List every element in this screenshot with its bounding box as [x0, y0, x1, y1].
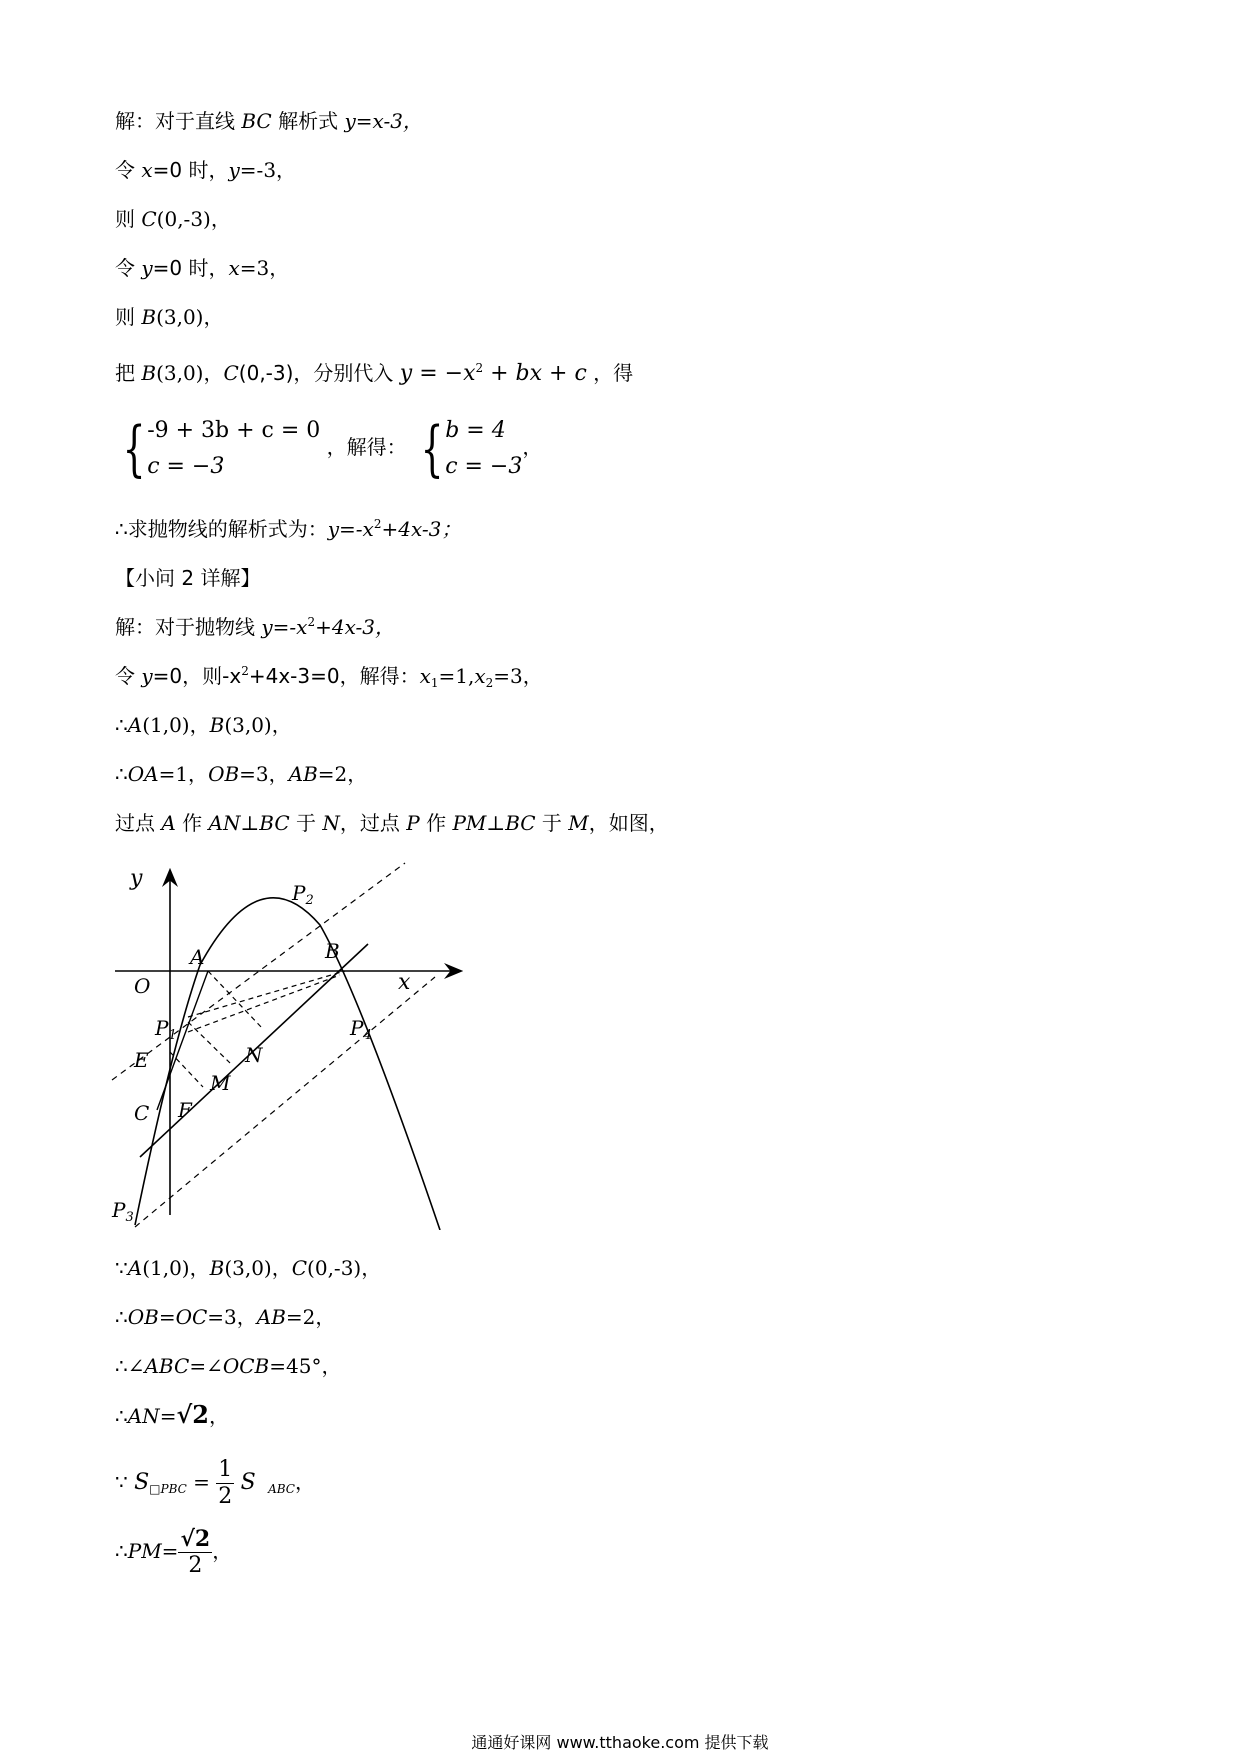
label-c: C — [134, 1101, 150, 1125]
math: BC — [505, 811, 536, 835]
math: x — [141, 158, 153, 182]
text: =3， — [493, 664, 543, 688]
text: 令 — [115, 158, 135, 182]
math: y — [228, 158, 240, 182]
brace: { — [122, 413, 146, 484]
text: 于 — [296, 811, 317, 835]
text-line-13 — [115, 761, 367, 787]
text: =3， — [239, 762, 289, 786]
text: =-3， — [239, 158, 297, 182]
text: +4x-3=0，解得： — [248, 664, 420, 688]
text: =0 时， — [152, 158, 229, 182]
exponent: 2 — [241, 664, 249, 678]
text: (0,-3)， — [307, 1256, 382, 1280]
text: ⊥ — [486, 811, 506, 835]
math: y=-x — [327, 517, 374, 541]
text: ，解得： — [326, 435, 407, 459]
system-2 — [445, 413, 522, 485]
label-m: M — [210, 1071, 231, 1095]
text: ∴ — [115, 1404, 128, 1428]
text-line-14 — [115, 810, 669, 836]
math: M — [568, 811, 589, 835]
section-heading — [115, 565, 260, 591]
equation: -9 + 3b + c = 0 — [147, 417, 321, 443]
text: 解：对于抛物线 — [115, 615, 255, 639]
text: (3,0)， — [224, 1256, 292, 1280]
subscript: 1 — [168, 1028, 177, 1043]
math: OA — [127, 762, 159, 786]
math: OC — [175, 1305, 208, 1329]
math: y — [141, 256, 153, 280]
math: OB — [208, 762, 240, 786]
text: (1,0)， — [142, 1256, 210, 1280]
text: ∴ — [115, 1305, 128, 1329]
math: y=x-3， — [344, 109, 423, 133]
text: ，如图， — [588, 811, 669, 835]
dashed-e-f — [170, 1052, 203, 1087]
brace: { — [420, 413, 444, 484]
text: ， — [522, 435, 543, 459]
subscript: 4 — [363, 1028, 372, 1043]
dashed-a-n — [208, 971, 263, 1029]
label-o: O — [134, 974, 151, 998]
math: PM — [452, 811, 487, 835]
fraction — [178, 1526, 212, 1579]
exponent: 2 — [373, 517, 382, 531]
equation: c = −3 — [445, 453, 523, 479]
text: (0,-3)， — [156, 207, 231, 231]
label-a: A — [190, 945, 205, 969]
text: ∴ — [115, 762, 128, 786]
page-footer: 通通好课网 www.tthaoke.com 提供下载 — [471, 1733, 769, 1752]
math: OB — [127, 1305, 159, 1329]
dashed-p1-m — [188, 1022, 230, 1063]
numerator: √2 — [180, 1526, 211, 1552]
text: 则 — [115, 305, 135, 329]
denominator: 2 — [218, 1484, 233, 1509]
text-line-8 — [115, 516, 461, 542]
text: =0 时， — [152, 256, 229, 280]
fraction — [216, 1457, 234, 1510]
text: =2， — [317, 762, 368, 786]
subscript: 2 — [485, 676, 494, 690]
parabola-curve — [135, 898, 440, 1230]
text: (3,0)， — [156, 305, 224, 329]
text-line-1 — [115, 108, 423, 134]
math: BC — [259, 811, 290, 835]
math: S — [134, 1470, 150, 1495]
text: ∴ — [115, 713, 128, 737]
label-p3 — [111, 1198, 134, 1225]
text: =∠ — [189, 1354, 223, 1378]
math: y — [141, 664, 153, 688]
label-p: P — [112, 1198, 126, 1222]
math: AN — [127, 1404, 160, 1428]
equation: c = −3 — [147, 453, 225, 479]
math: x — [228, 256, 240, 280]
text-line-16 — [115, 1304, 335, 1330]
text-line-17 — [115, 1353, 341, 1379]
math: + bx + c — [483, 361, 587, 386]
text-line-2 — [115, 157, 296, 183]
text-line-12 — [115, 712, 292, 738]
math: PM — [127, 1539, 162, 1563]
math: y=-x — [261, 615, 308, 639]
text-line-3 — [115, 206, 231, 232]
line-ac — [157, 971, 208, 1110]
label-b: B — [325, 939, 340, 963]
exponent: 2 — [475, 361, 484, 375]
text: 作 — [426, 811, 447, 835]
denominator: 2 — [188, 1553, 203, 1578]
text: 解析式 — [278, 109, 339, 133]
subscript: 1 — [430, 676, 439, 690]
math: OCB — [222, 1354, 270, 1378]
label-p: P — [155, 1016, 169, 1040]
text: ∴求抛物线的解析式为： — [115, 517, 328, 541]
exponent: 2 — [307, 615, 316, 629]
text-line-11 — [115, 663, 543, 689]
text-line-5 — [115, 304, 223, 330]
math: AB — [256, 1305, 286, 1329]
text: (1,0)， — [142, 713, 210, 737]
text: (3,0)， — [156, 361, 224, 385]
text: = — [159, 1404, 177, 1428]
label-p: P — [350, 1016, 364, 1040]
numerator: 1 — [218, 1457, 233, 1482]
math: +4x-3， — [315, 615, 395, 639]
text: ，过点 — [339, 811, 400, 835]
math: B — [141, 361, 157, 385]
text: ∴ — [115, 1539, 128, 1563]
math: A — [127, 1256, 143, 1280]
math: A — [161, 811, 176, 835]
sqrt: √2 — [176, 1400, 209, 1429]
math: ABC — [144, 1354, 190, 1378]
geometry-figure — [110, 855, 470, 1230]
label-p4 — [349, 1016, 372, 1043]
text-line-15 — [115, 1255, 381, 1281]
math: N — [322, 811, 340, 835]
math: AB — [288, 762, 318, 786]
math: S — [240, 1470, 256, 1495]
text: ，得 — [593, 361, 634, 385]
text: ∵ — [115, 1256, 128, 1280]
label-f: F — [178, 1098, 192, 1122]
math: P — [406, 811, 420, 835]
text: =1， — [158, 762, 209, 786]
math: A — [127, 713, 143, 737]
text: = — [193, 1470, 210, 1494]
text: = — [158, 1305, 176, 1329]
text: 【小问 2 详解】 — [115, 566, 261, 590]
text: =2， — [285, 1305, 336, 1329]
text-line-10 — [115, 614, 395, 640]
subscript: 3 — [125, 1210, 134, 1225]
text: ⊥ — [240, 811, 260, 835]
text-line-6 — [115, 360, 633, 387]
math: x — [419, 664, 431, 688]
math: AN — [208, 811, 241, 835]
label-n: N — [245, 1043, 263, 1067]
label-p2 — [291, 881, 314, 908]
dashed-p1-b — [188, 975, 340, 1032]
subscript: 2 — [305, 893, 314, 908]
text: =3， — [207, 1305, 257, 1329]
text-line-19 — [115, 1452, 315, 1513]
equation-systems — [115, 412, 542, 485]
text: ， — [208, 1404, 229, 1428]
text-line-20 — [115, 1518, 232, 1584]
text: =1, — [438, 664, 475, 688]
text: 令 — [115, 664, 135, 688]
subscript: ABC — [268, 1482, 295, 1496]
text: 解：对于直线 — [115, 109, 235, 133]
text: 过点 — [115, 811, 155, 835]
math: B — [141, 305, 157, 329]
text: 则 — [115, 207, 135, 231]
label-y: y — [130, 866, 143, 891]
equation: b = 4 — [445, 417, 506, 443]
math: B — [209, 1256, 225, 1280]
math: B — [209, 713, 225, 737]
text: 把 — [115, 361, 135, 385]
math: C — [223, 361, 239, 385]
label-e: E — [134, 1048, 149, 1072]
text: = — [161, 1539, 179, 1563]
text: (3,0)， — [224, 713, 292, 737]
text: ∴∠ — [115, 1354, 145, 1378]
math: +4x-3； — [381, 517, 462, 541]
system-1 — [147, 413, 320, 485]
label-x: x — [398, 970, 411, 995]
math: x — [474, 664, 486, 688]
text: ， — [294, 1470, 315, 1494]
math: BC — [241, 109, 272, 133]
math: y = −x — [399, 361, 476, 386]
text: =3， — [239, 256, 290, 280]
text: ∵ — [115, 1470, 128, 1494]
text: 作 — [182, 811, 203, 835]
text: =0，则-x — [152, 664, 242, 688]
text: (0,-3)，分别代入 — [238, 361, 394, 385]
text: 令 — [115, 256, 135, 280]
math: C — [141, 207, 157, 231]
subscript: □PBC — [149, 1482, 187, 1496]
math: C — [291, 1256, 308, 1280]
text-line-4 — [115, 255, 289, 281]
text: ， — [212, 1539, 233, 1563]
dashed-p1-b2 — [188, 971, 345, 1017]
label-p: P — [292, 881, 306, 905]
text: =45°， — [269, 1354, 342, 1378]
text: 于 — [541, 811, 562, 835]
label-p1 — [154, 1016, 177, 1043]
text-line-18 — [115, 1402, 229, 1429]
